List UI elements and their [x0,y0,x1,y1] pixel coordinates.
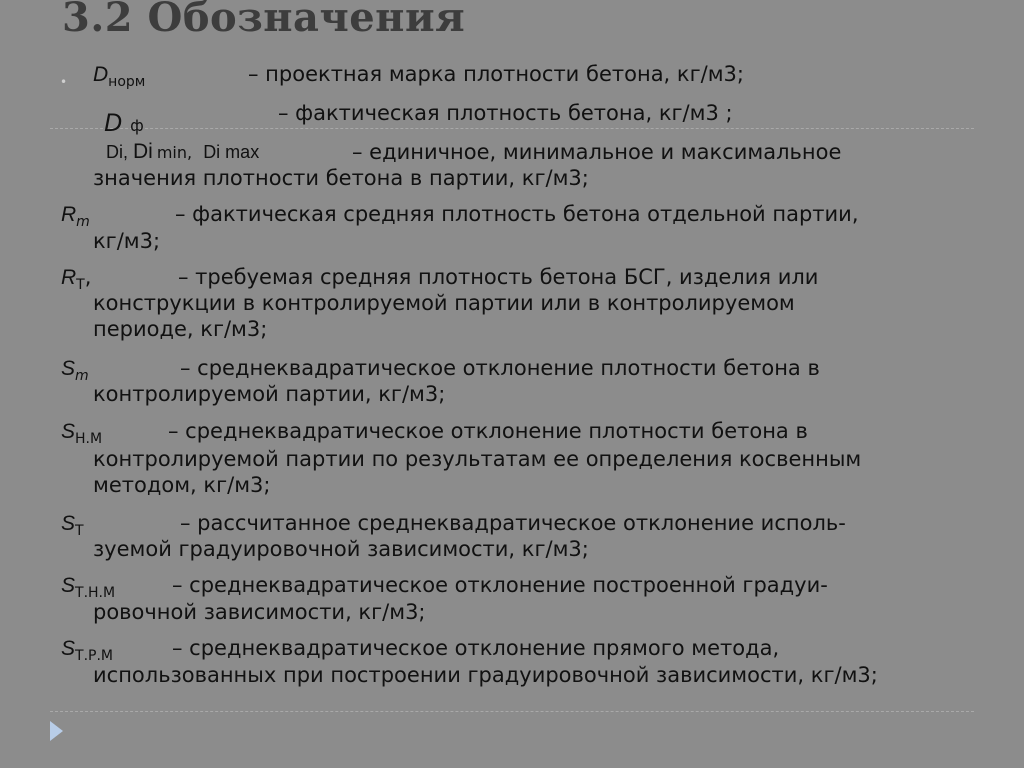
subscript: Н.М [75,431,103,447]
entry-rm [61,201,90,230]
entry-sm-desc-2: контролируемой партии, кг/м3; [93,382,446,406]
entry-d-fact-desc: – фактическая плотность бетона, кг/м3 ; [278,101,733,125]
entry-rm-desc: – фактическая средняя плотность бетона отдельной партии, [175,202,859,226]
entry-di-desc-2: значения плотности бетона в партии, кг/м3; [93,166,589,190]
subscript: ф [130,116,144,135]
entry-rm-desc-2: кг/м3; [93,229,161,253]
subscript: Т [76,277,85,293]
symbol: S [61,637,76,660]
symbol: R [61,203,77,226]
subscript: m [75,368,89,384]
entry-st [61,510,84,539]
entry-st-desc: – рассчитанное среднеквадратическое отклонение исполь- [180,511,846,535]
entry-d-norm [93,61,145,90]
symbol: D [93,63,109,86]
subscript: Т.Н.М [75,585,116,601]
entry-sm [61,355,89,384]
subscript: Т.Р.М [75,648,113,664]
subscript: Т [75,523,84,539]
symbol: S [61,574,76,597]
subscript: m [76,214,90,230]
entry-sm-desc: – среднеквадратическое отклонение плотности бетона в [180,356,820,380]
divider-bottom [50,711,974,712]
entry-stnm-desc-2: ровочной зависимости, кг/м3; [93,600,426,624]
symbol: D [104,109,123,137]
entry-strm-desc: – среднеквадратическое отклонение прямого метода, [172,636,780,660]
symbol: S [61,420,76,443]
symbol-a: Di, [106,142,133,162]
entry-snm-desc: – среднеквадратическое отклонение плотности бетона в [168,419,808,443]
entry-di-desc: – единичное, минимальное и максимальное [352,140,842,164]
entry-rt-desc-3: периоде, кг/м3; [93,317,268,341]
entry-d-fact [104,110,144,139]
entry-st-desc-2: зуемой градуировочной зависимости, кг/м3; [93,537,589,561]
entry-rt-desc-2: конструкции в контролируемой партии или в контролируемом [93,291,795,315]
bullet-icon: • [60,75,68,89]
slide-title: 3.2 Обозначения [62,0,466,41]
symbol: S [61,512,76,535]
entry-snm-desc-3: методом, кг/м3; [93,473,271,497]
entry-stnm-desc: – среднеквадратическое отклонение построенной градуи- [172,573,828,597]
symbol-comma: , [84,265,92,289]
entry-strm [61,635,113,664]
symbol: R [61,266,77,289]
entry-snm-desc-2: контролируемой партии по результатам ее определения косвенным [93,447,862,471]
symbol: S [61,357,76,380]
entry-di [106,138,259,166]
symbol-c: Di max [203,142,260,162]
entry-rt-desc: – требуемая средняя плотность бетона БСГ, изделия или [178,265,819,289]
entry-snm [61,418,102,447]
symbol-b: Di [133,140,153,163]
entry-stnm [61,572,115,601]
entry-rt [61,264,91,293]
subscript-b: min, [156,143,198,162]
subscript: норм [108,74,146,90]
entry-d-norm-desc: – проектная марка плотности бетона, кг/м3; [248,62,744,86]
divider-top [50,128,974,129]
play-arrow-icon[interactable] [50,721,63,741]
entry-strm-desc-2: использованных при построении градуировочной зависимости, кг/м3; [93,663,878,687]
